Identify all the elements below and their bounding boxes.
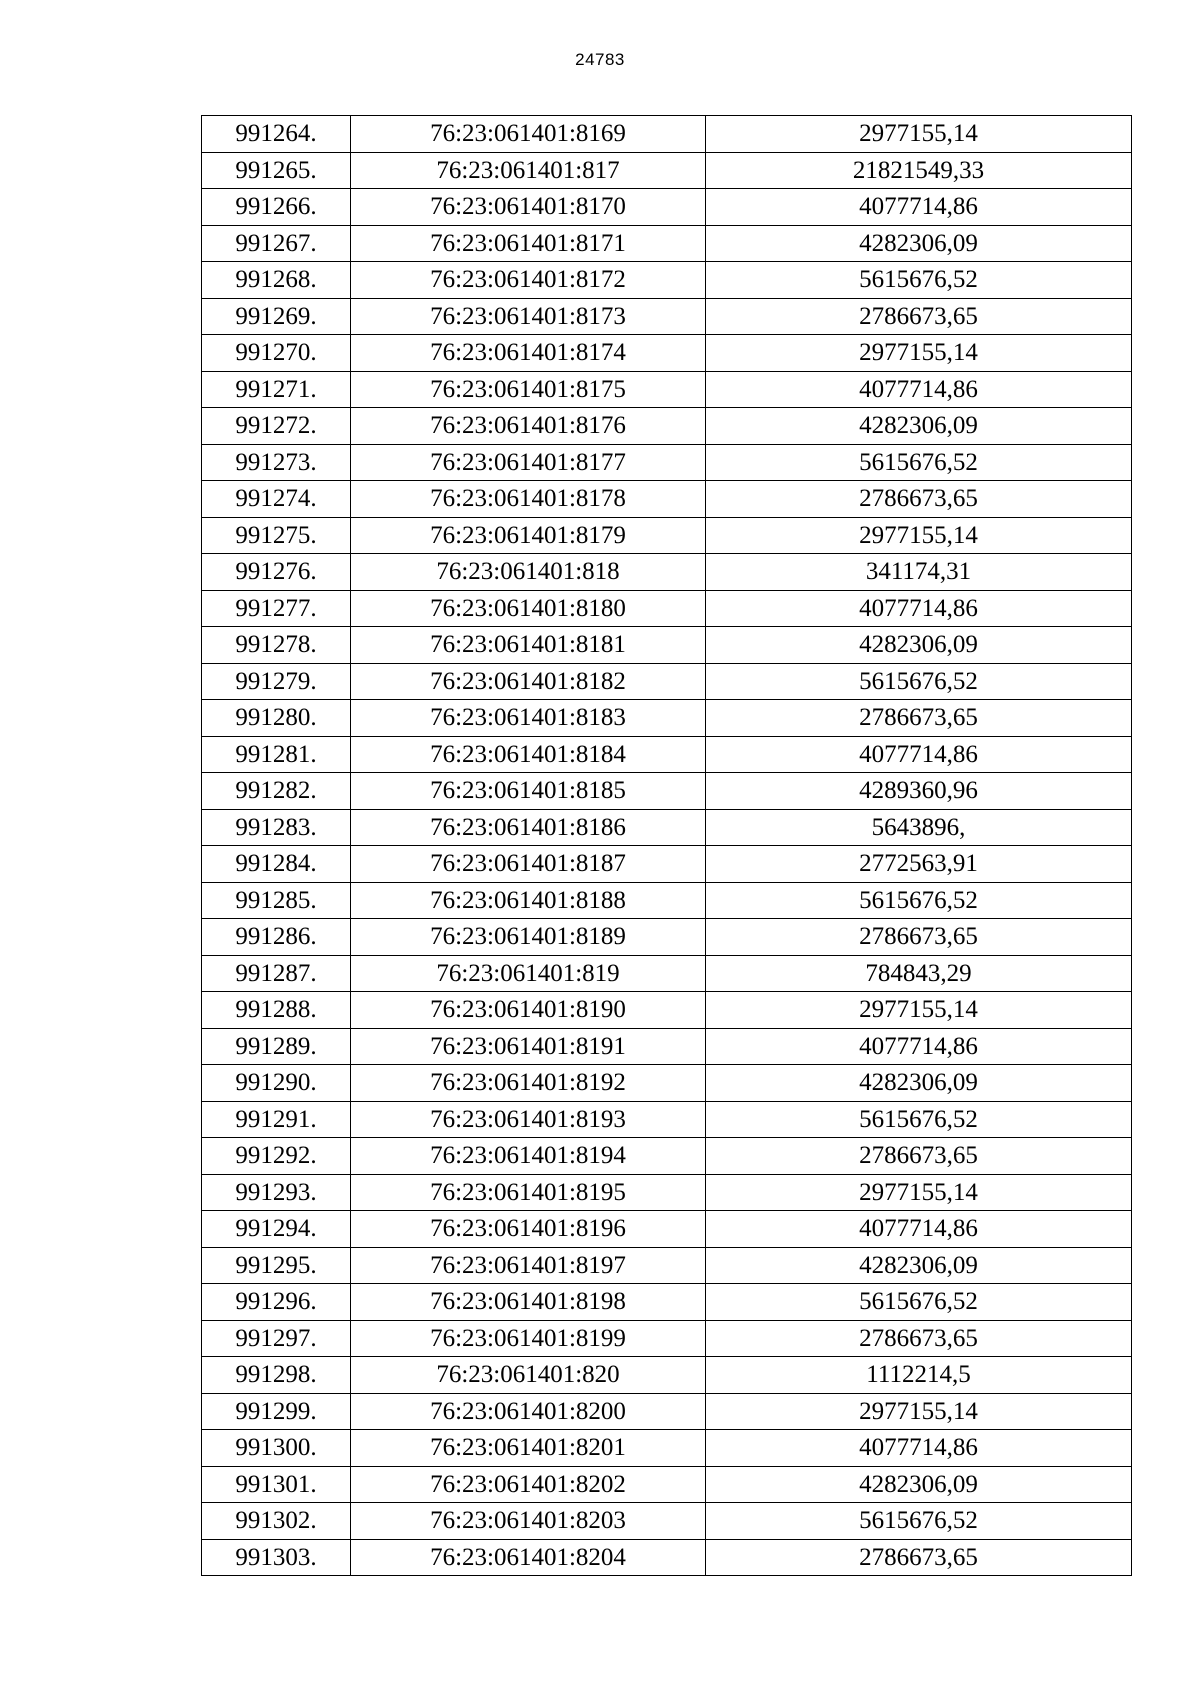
row-number-cell: 991297.	[202, 1320, 351, 1357]
cadastral-value-cell: 4282306,09	[706, 1247, 1132, 1284]
cadastral-number-cell: 76:23:061401:8175	[351, 371, 706, 408]
cadastral-value-cell: 5643896,	[706, 809, 1132, 846]
row-number-cell: 991299.	[202, 1393, 351, 1430]
cadastral-value-cell: 2772563,91	[706, 846, 1132, 883]
table-row	[202, 1028, 1132, 1065]
row-number-cell: 991284.	[202, 846, 351, 883]
cadastral-number-cell: 76:23:061401:8171	[351, 225, 706, 262]
table-row	[202, 992, 1132, 1029]
cadastral-number-cell: 76:23:061401:8170	[351, 189, 706, 226]
cadastral-value-cell: 5615676,52	[706, 1101, 1132, 1138]
table-row	[202, 554, 1132, 591]
row-number-cell: 991271.	[202, 371, 351, 408]
table-row	[202, 1101, 1132, 1138]
cadastral-value-cell: 2977155,14	[706, 517, 1132, 554]
row-number-cell: 991278.	[202, 627, 351, 664]
row-number-cell: 991276.	[202, 554, 351, 591]
row-number-cell: 991296.	[202, 1284, 351, 1321]
cadastral-value-cell: 4077714,86	[706, 189, 1132, 226]
cadastral-number-cell: 76:23:061401:819	[351, 955, 706, 992]
cadastral-number-cell: 76:23:061401:8185	[351, 773, 706, 810]
cadastral-number-cell: 76:23:061401:8182	[351, 663, 706, 700]
cadastral-number-cell: 76:23:061401:8200	[351, 1393, 706, 1430]
cadastral-value-cell: 1112214,5	[706, 1357, 1132, 1394]
row-number-cell: 991298.	[202, 1357, 351, 1394]
cadastral-number-cell: 76:23:061401:8178	[351, 481, 706, 518]
cadastral-value-cell: 4077714,86	[706, 1430, 1132, 1467]
cadastral-number-cell: 76:23:061401:8181	[351, 627, 706, 664]
cadastral-value-cell: 4282306,09	[706, 225, 1132, 262]
cadastral-value-cell: 2786673,65	[706, 481, 1132, 518]
row-number-cell: 991293.	[202, 1174, 351, 1211]
cadastral-number-cell: 76:23:061401:8203	[351, 1503, 706, 1540]
cadastral-value-cell: 4077714,86	[706, 590, 1132, 627]
table-row	[202, 1174, 1132, 1211]
cadastral-number-cell: 76:23:061401:818	[351, 554, 706, 591]
table-row	[202, 1393, 1132, 1430]
cadastral-value-cell: 2786673,65	[706, 298, 1132, 335]
table-row	[202, 1211, 1132, 1248]
cadastral-value-cell: 4282306,09	[706, 1065, 1132, 1102]
table-row	[202, 627, 1132, 664]
row-number-cell: 991270.	[202, 335, 351, 372]
cadastral-value-cell: 5615676,52	[706, 1503, 1132, 1540]
cadastral-number-cell: 76:23:061401:8199	[351, 1320, 706, 1357]
table-row	[202, 444, 1132, 481]
row-number-cell: 991264.	[202, 116, 351, 153]
cadastral-value-cell: 2786673,65	[706, 919, 1132, 956]
cadastral-number-cell: 76:23:061401:8198	[351, 1284, 706, 1321]
row-number-cell: 991279.	[202, 663, 351, 700]
cadastral-value-cell: 4282306,09	[706, 627, 1132, 664]
cadastral-number-cell: 76:23:061401:8177	[351, 444, 706, 481]
cadastral-number-cell: 76:23:061401:8192	[351, 1065, 706, 1102]
cadastral-value-cell: 5615676,52	[706, 663, 1132, 700]
cadastral-number-cell: 76:23:061401:820	[351, 1357, 706, 1394]
table-row	[202, 152, 1132, 189]
cadastral-number-cell: 76:23:061401:8173	[351, 298, 706, 335]
table-row	[202, 882, 1132, 919]
row-number-cell: 991303.	[202, 1539, 351, 1576]
table-row	[202, 408, 1132, 445]
cadastral-value-cell: 2786673,65	[706, 1539, 1132, 1576]
row-number-cell: 991280.	[202, 700, 351, 737]
table-row	[202, 846, 1132, 883]
row-number-cell: 991285.	[202, 882, 351, 919]
cadastral-number-cell: 76:23:061401:8179	[351, 517, 706, 554]
table-row	[202, 1247, 1132, 1284]
cadastral-number-cell: 76:23:061401:8169	[351, 116, 706, 153]
cadastral-number-cell: 76:23:061401:8188	[351, 882, 706, 919]
row-number-cell: 991275.	[202, 517, 351, 554]
table-row	[202, 1430, 1132, 1467]
cadastral-value-cell: 2786673,65	[706, 1320, 1132, 1357]
cadastral-value-cell: 2786673,65	[706, 700, 1132, 737]
table-row	[202, 517, 1132, 554]
row-number-cell: 991290.	[202, 1065, 351, 1102]
cadastral-number-cell: 76:23:061401:8194	[351, 1138, 706, 1175]
cadastral-number-cell: 76:23:061401:8189	[351, 919, 706, 956]
cadastral-value-cell: 2977155,14	[706, 1174, 1132, 1211]
row-number-cell: 991291.	[202, 1101, 351, 1138]
cadastral-value-cell: 2977155,14	[706, 116, 1132, 153]
table-row	[202, 1466, 1132, 1503]
cadastral-number-cell: 76:23:061401:8195	[351, 1174, 706, 1211]
table-row	[202, 1065, 1132, 1102]
row-number-cell: 991281.	[202, 736, 351, 773]
table-row	[202, 955, 1132, 992]
table-row	[202, 700, 1132, 737]
cadastral-value-cell: 2786673,65	[706, 1138, 1132, 1175]
table-row	[202, 1284, 1132, 1321]
cadastral-number-cell: 76:23:061401:817	[351, 152, 706, 189]
table-row	[202, 1357, 1132, 1394]
cadastral-number-cell: 76:23:061401:8193	[351, 1101, 706, 1138]
cadastral-value-cell: 4282306,09	[706, 408, 1132, 445]
table-row	[202, 773, 1132, 810]
cadastral-number-cell: 76:23:061401:8197	[351, 1247, 706, 1284]
table-body	[202, 116, 1132, 1576]
cadastral-number-cell: 76:23:061401:8187	[351, 846, 706, 883]
table-row	[202, 225, 1132, 262]
table-row	[202, 1320, 1132, 1357]
row-number-cell: 991266.	[202, 189, 351, 226]
row-number-cell: 991282.	[202, 773, 351, 810]
table-row	[202, 335, 1132, 372]
row-number-cell: 991295.	[202, 1247, 351, 1284]
table-row	[202, 663, 1132, 700]
row-number-cell: 991272.	[202, 408, 351, 445]
row-number-cell: 991287.	[202, 955, 351, 992]
cadastral-number-cell: 76:23:061401:8186	[351, 809, 706, 846]
cadastral-number-cell: 76:23:061401:8180	[351, 590, 706, 627]
table-row	[202, 189, 1132, 226]
table-row	[202, 1539, 1132, 1576]
row-number-cell: 991301.	[202, 1466, 351, 1503]
table-row	[202, 1138, 1132, 1175]
cadastral-value-cell: 4077714,86	[706, 1028, 1132, 1065]
cadastral-value-cell: 2977155,14	[706, 992, 1132, 1029]
cadastral-value-cell: 4077714,86	[706, 1211, 1132, 1248]
cadastral-number-cell: 76:23:061401:8202	[351, 1466, 706, 1503]
cadastral-value-cell: 784843,29	[706, 955, 1132, 992]
page-number: 24783	[575, 50, 625, 69]
row-number-cell: 991274.	[202, 481, 351, 518]
cadastral-number-cell: 76:23:061401:8196	[351, 1211, 706, 1248]
table-row	[202, 371, 1132, 408]
cadastral-value-cell: 4282306,09	[706, 1466, 1132, 1503]
table-row	[202, 919, 1132, 956]
cadastral-value-cell: 5615676,52	[706, 262, 1132, 299]
table-row	[202, 116, 1132, 153]
cadastral-value-cell: 21821549,33	[706, 152, 1132, 189]
row-number-cell: 991265.	[202, 152, 351, 189]
row-number-cell: 991267.	[202, 225, 351, 262]
cadastral-number-cell: 76:23:061401:8204	[351, 1539, 706, 1576]
cadastral-number-cell: 76:23:061401:8191	[351, 1028, 706, 1065]
row-number-cell: 991294.	[202, 1211, 351, 1248]
row-number-cell: 991268.	[202, 262, 351, 299]
cadastral-number-cell: 76:23:061401:8176	[351, 408, 706, 445]
cadastral-value-cell: 5615676,52	[706, 1284, 1132, 1321]
table-row	[202, 298, 1132, 335]
cadastral-number-cell: 76:23:061401:8184	[351, 736, 706, 773]
table-row	[202, 736, 1132, 773]
row-number-cell: 991273.	[202, 444, 351, 481]
row-number-cell: 991269.	[202, 298, 351, 335]
row-number-cell: 991288.	[202, 992, 351, 1029]
cadastral-number-cell: 76:23:061401:8172	[351, 262, 706, 299]
cadastral-value-cell: 2977155,14	[706, 335, 1132, 372]
cadastral-value-cell: 4077714,86	[706, 736, 1132, 773]
table-row	[202, 590, 1132, 627]
cadastral-value-cell: 5615676,52	[706, 882, 1132, 919]
cadastral-value-table	[201, 115, 1132, 1576]
row-number-cell: 991289.	[202, 1028, 351, 1065]
row-number-cell: 991292.	[202, 1138, 351, 1175]
row-number-cell: 991302.	[202, 1503, 351, 1540]
table-row	[202, 809, 1132, 846]
cadastral-number-cell: 76:23:061401:8201	[351, 1430, 706, 1467]
cadastral-value-cell: 4289360,96	[706, 773, 1132, 810]
table-row	[202, 481, 1132, 518]
cadastral-number-cell: 76:23:061401:8190	[351, 992, 706, 1029]
cadastral-value-cell: 5615676,52	[706, 444, 1132, 481]
cadastral-number-cell: 76:23:061401:8183	[351, 700, 706, 737]
row-number-cell: 991300.	[202, 1430, 351, 1467]
cadastral-value-cell: 2977155,14	[706, 1393, 1132, 1430]
table-row	[202, 262, 1132, 299]
cadastral-number-cell: 76:23:061401:8174	[351, 335, 706, 372]
cadastral-value-cell: 341174,31	[706, 554, 1132, 591]
cadastral-value-cell: 4077714,86	[706, 371, 1132, 408]
row-number-cell: 991286.	[202, 919, 351, 956]
table-row	[202, 1503, 1132, 1540]
row-number-cell: 991283.	[202, 809, 351, 846]
row-number-cell: 991277.	[202, 590, 351, 627]
